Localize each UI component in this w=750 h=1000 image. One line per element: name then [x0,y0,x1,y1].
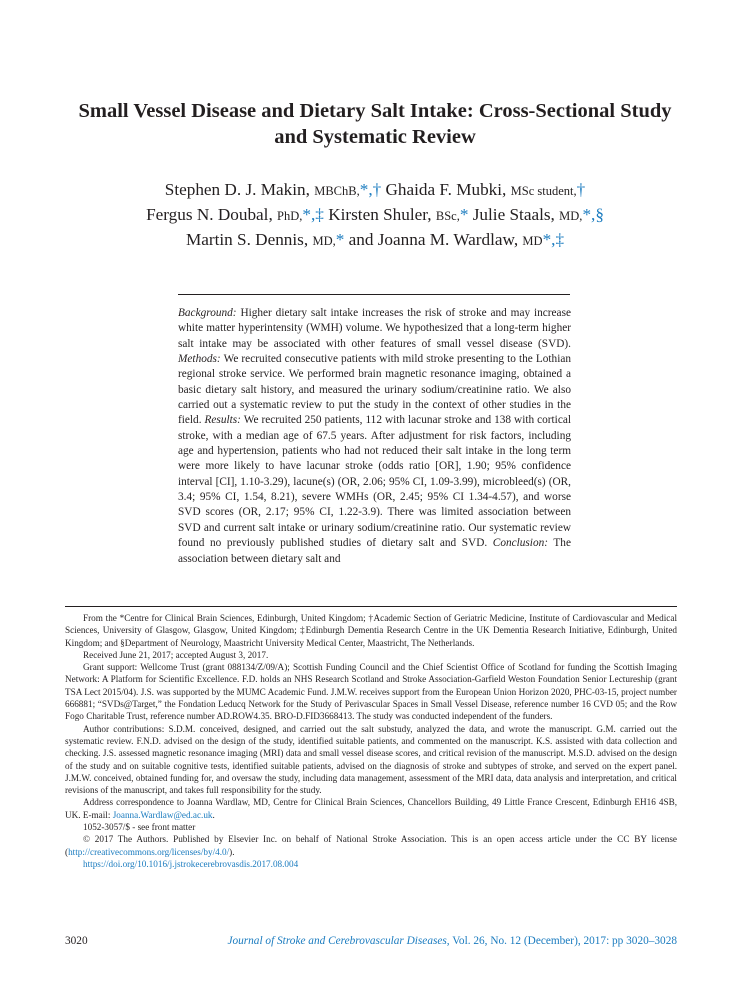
author-degree: MD, [312,234,336,248]
abstract-text [178,306,571,567]
affiliation-mark[interactable]: † [576,180,586,199]
footnotes [65,612,677,870]
copyright-end: ). [229,846,235,857]
license-link[interactable]: http://creativecommons.org/licenses/by/4.0/ [68,846,230,857]
journal-name: Journal of Stroke and Cerebrovascular Diseases, [227,935,450,947]
email-link[interactable]: Joanna.Wardlaw@ed.ac.uk [112,809,213,820]
author-degree: MD [522,234,543,248]
author-name: Stephen D. J. Makin, [164,180,310,199]
abstract [178,306,571,567]
footnote-divider [65,606,677,607]
affiliation-mark[interactable]: *,† [359,180,382,199]
conclusion-text: The association between dietary salt and [178,537,571,565]
affiliation-mark[interactable]: *,§ [582,205,604,224]
affiliation-mark[interactable]: * [459,205,469,224]
article-title: Small Vessel Disease and Dietary Salt Intake: Cross-Sectional Study and Systematic Review [78,100,672,148]
author-name: Ghaida F. Mubki, [385,180,507,199]
contributions-footnote: Author contributions: S.D.M. conceived, designed, and carried out the salt substudy, analyzed the data, and wrote the manuscript. G.M. carried out the systematic review. F.N.D. advised on the design of the study, identified suitable patients, and commented on the manuscript. K.S. assisted with data collection and checking. J.S. assessed magnetic resonance imaging (MRI) data and small vessel disease scores, and critical revision of the manuscript. M.S.D. advised on the design of the study and on suitable cognitive tests, identified suitable patients, advised on the diagnosis of stroke and subtypes of stroke, and served on the expert panel. J.M.W. conceived, obtained funding for, and oversaw the study, including data management, assessment of the MRI data, data analysis and interpretation, and critical revisions of the manuscript, and takes full responsibility for the study. [65,723,677,796]
author-degree: PhD, [277,209,303,223]
received-footnote: Received June 21, 2017; accepted August 3, 2017. [83,649,269,660]
methods-label: Methods: [178,353,221,366]
author-name: Fergus N. Doubal, [146,205,273,224]
journal-citation[interactable] [227,934,677,948]
affiliation-mark[interactable]: *,‡ [302,205,324,224]
author-name: Martin S. Dennis, [185,230,309,249]
results-text: We recruited 250 patients, 112 with lacunar stroke and 138 with cortical stroke, with a median age of 67.5 years. After adjustment for risk factors, including age and hypertension, patients who had not reduced their salt intake in the long term were more likely to have lacunar stroke (odds ratio [OR], 1.90; 95% confidence interval [CI], 1.10-3.29), lacune(s) (OR, 2.06; 95% CI, 1.09-3.99), microbleed(s) (OR, 3.4; 95% CI, 1.54, 8.21), severe WMHs (OR, 2.45; 95% CI 1.34-4.57), and worse SVD scores (OR, 2.17; 95% CI, 1.22-3.9). There was limited association between SVD and current salt intake or urinary sodium/creatinine ratio. Our systematic review found no previously published studies of dietary salt and SVD. [178,414,571,550]
abstract-divider [178,294,570,295]
grant-footnote: Grant support: Wellcome Trust (grant 088134/Z/09/A); Scottish Funding Council and the Chief Scientist Office of Scotland for funding the Scottish Imaging Network: A Platform for Scientific Excellence. F.D. holds an NHS Research Scotland and Stroke Association-Garfield Weston Foundation Senior Lectureship (grant TSA Lect 2015/04). J.S. was supported by the MUMC Academic Fund. J.M.W. receives support from the European Union Horizon 2020, PHC-03-15, project number 666881; “SVDs@Target,” the Fondation Leducq Network for the Study of Perivascular Spaces in Small Vessel Disease, reference number 16 CVD 05; and the Row Fogo Charitable Trust, reference number AD.ROW4.35. BRO-D.FID3668413. The study was conducted independent of the funders. [65,662,677,722]
page-number: 3020 [65,935,88,947]
author-name: and Joanna M. Wardlaw, [348,230,519,249]
correspondence-text: Address correspondence to Joanna Wardlaw, MD, Centre for Clinical Brain Sciences, Chancellors Building, 49 Little France Crescent, Edinburgh EH16 4SB, UK. E-mail: [65,797,677,820]
results-label: Results: [204,414,241,427]
author-degree: MSc student, [510,184,577,198]
conclusion-label: Conclusion: [492,537,549,550]
author-name: Kirsten Shuler, [328,205,432,224]
correspondence-footnote: Address correspondence to Joanna Wardlaw, MD, Centre for Clinical Brain Sciences, Chancellors Building, 49 Little France Crescent, Edinburgh EH16 4SB, UK. E-mail: Joanna.Wardlaw@ed.ac.uk. [65,797,677,820]
journal-details: Vol. 26, No. 12 (December), 2017: pp 3020–3028 [452,935,677,947]
doi-link[interactable]: https://doi.org/10.1016/j.jstrokecerebrovasdis.2017.08.004 [83,858,299,869]
affiliation-mark[interactable]: *,‡ [542,230,565,249]
author-degree: MBChB, [314,184,360,198]
doi-footnote [65,858,677,870]
author-degree: MD, [559,209,583,223]
copyright-text: © 2017 The Authors. Published by Elsevier Inc. on behalf of National Stroke Association. This is an open access article under the CC BY license ( [65,834,677,857]
background-text: Higher dietary salt intake increases the risk of stroke and may increase white matter hyperintensity (WMH) volume. We hypothesized that a long-term higher salt intake may be associated with other features of small vessel disease (SVD). [178,307,571,350]
issn-footnote: 1052-3057/$ - see front matter [83,822,196,833]
affiliations-footnote: From the *Centre for Clinical Brain Sciences, Edinburgh, United Kingdom; †Academic Section of Geriatric Medicine, Institute of Cardiovascular and Medical Sciences, University of Glasgow, Glasgow, United Kingdom; ‡Edinburgh Dementia Research Centre in the UK Dementia Research Initiative, Edinburgh, United Kingdom; and §Department of Neurology, Maastricht University Medical Center, Maastricht, The Netherlands. [65,613,677,648]
background-label: Background: [178,307,237,319]
author-name: Julie Staals, [472,205,555,224]
author-list [60,178,690,253]
affiliation-mark[interactable]: * [335,230,345,249]
copyright-footnote [65,833,677,858]
author-degree: BSc, [435,209,460,223]
methods-text: We recruited consecutive patients with mild stroke presenting to the Lothian regional stroke service. We performed brain magnetic resonance imaging, obtained a basic dietary salt history, and measured the urinary sodium/creatinine ratio. We also carried out a systematic review to put the study in the context of other studies in the field. [178,353,571,427]
